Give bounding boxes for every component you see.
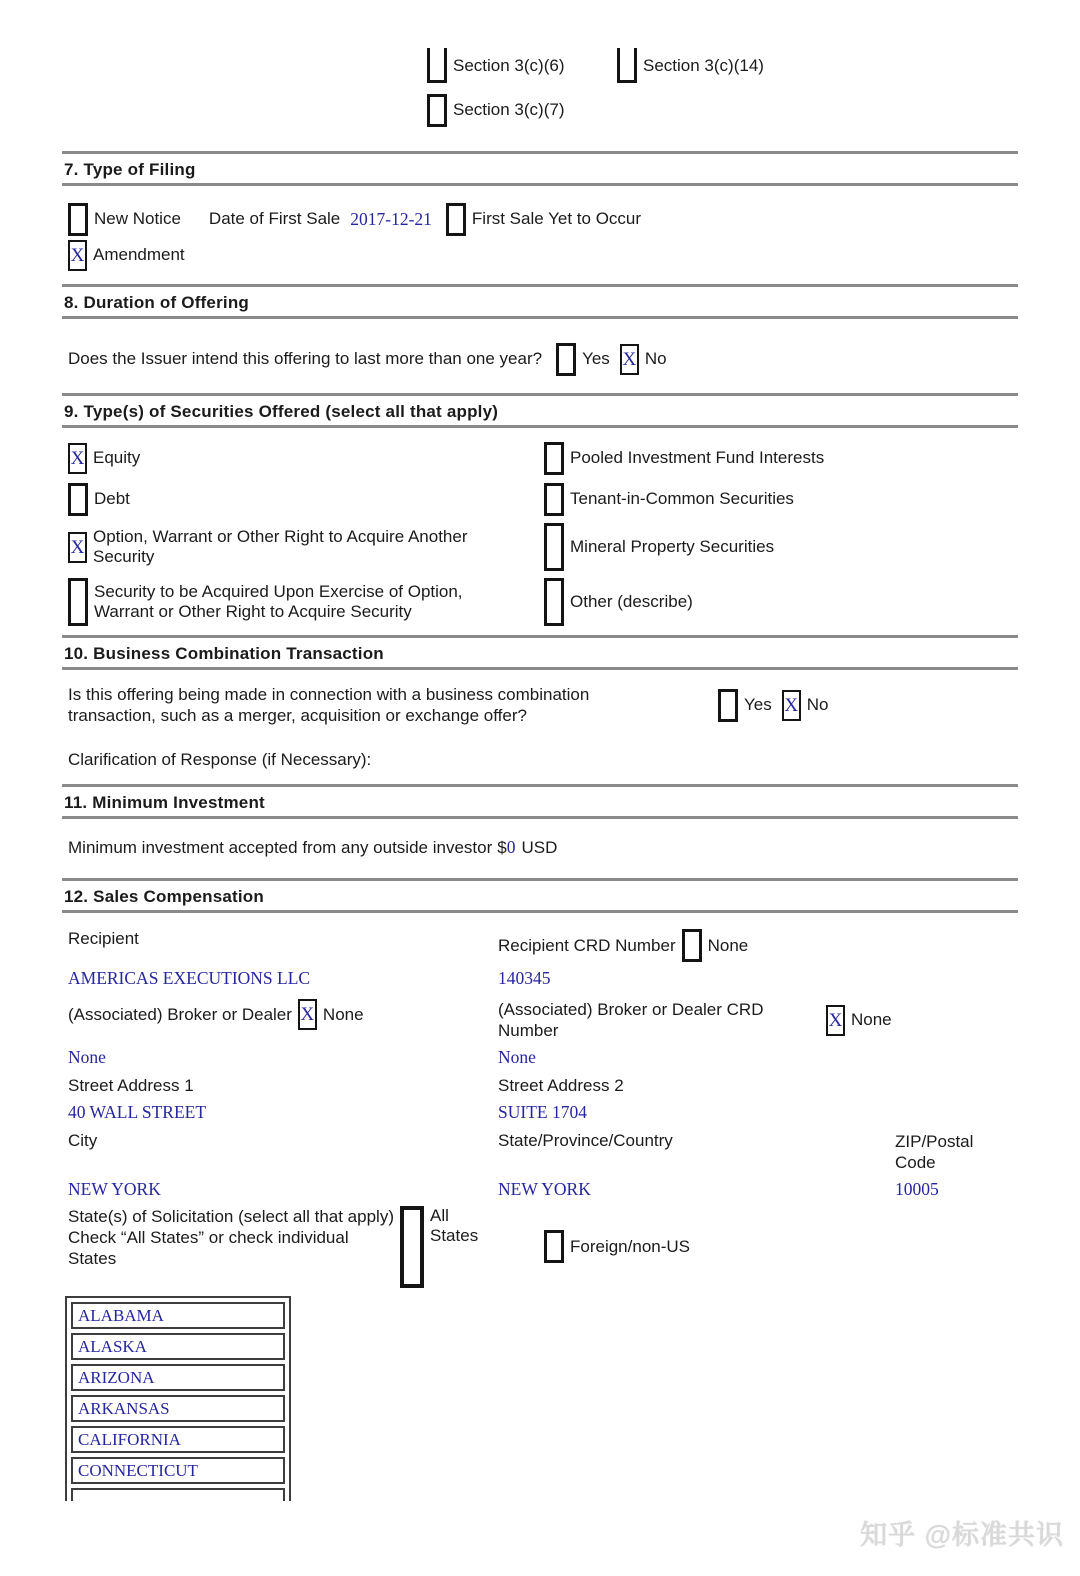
- combination-no-label: No: [806, 695, 829, 714]
- combination-yes-label: Yes: [744, 695, 772, 714]
- states-list: [65, 1296, 291, 1501]
- acquired-checkbox[interactable]: [68, 578, 88, 626]
- state-item: ALASKA: [71, 1333, 285, 1360]
- recipient-crd-none-checkbox[interactable]: [682, 929, 702, 962]
- tenant-checkbox[interactable]: [544, 483, 564, 516]
- date-of-first-sale-value: 2017-12-21: [350, 208, 432, 229]
- street2-label: Street Address 2: [498, 1076, 624, 1095]
- section7-header: 7. Type of Filing: [62, 151, 1018, 186]
- section3c14-checkbox[interactable]: [617, 48, 637, 83]
- street2-value: SUITE 1704: [498, 1102, 587, 1122]
- recipient-crd-value: 140345: [498, 968, 551, 988]
- currency-code: USD: [521, 837, 558, 857]
- state-item: CONNECTICUT: [71, 1457, 285, 1484]
- new-notice-checkbox[interactable]: [68, 203, 88, 236]
- section9-header: 9. Type(s) of Securities Offered (select all that apply): [62, 393, 1018, 428]
- equity-checkbox[interactable]: [68, 443, 87, 474]
- clarification-label: Clarification of Response (if Necessary):: [68, 750, 372, 769]
- section10-question-row: [62, 684, 1018, 726]
- new-notice-label: New Notice: [94, 209, 181, 228]
- solicitation-label: [68, 1206, 400, 1269]
- zip-value: 10005: [895, 1179, 939, 1199]
- zip-label: ZIP/Postal Code: [895, 1132, 974, 1172]
- section8-header: 8. Duration of Offering: [62, 284, 1018, 319]
- foreign-group: [544, 1230, 690, 1263]
- security-option-debt: [68, 481, 544, 517]
- equity-label: Equity: [93, 448, 141, 467]
- mineral-checkbox[interactable]: [544, 523, 564, 571]
- section12-header: 12. Sales Compensation: [62, 878, 1018, 913]
- recipient-crd-label: Recipient CRD Number: [498, 935, 676, 955]
- state-item-partial: [71, 1488, 285, 1501]
- broker-value-row: [62, 1047, 1018, 1068]
- street1-value: 40 WALL STREET: [68, 1102, 207, 1122]
- foreign-label: Foreign/non-US: [570, 1236, 691, 1256]
- minimum-investment-amount: 0: [506, 837, 516, 857]
- city-label: City: [68, 1131, 98, 1150]
- broker-none-checkbox[interactable]: [298, 999, 317, 1030]
- broker-crd-none-checkbox[interactable]: [826, 1005, 845, 1036]
- section7-row-2: [62, 238, 1018, 272]
- duration-yesno: [556, 343, 666, 376]
- amendment-label: Amendment: [93, 245, 185, 264]
- broker-none-check-mark: X: [300, 1004, 315, 1025]
- watermark: 知乎 @标准共识: [860, 1520, 1064, 1550]
- street1-label: Street Address 1: [68, 1076, 194, 1095]
- solicitation-line2: Check “All States” or check individual States: [68, 1228, 349, 1268]
- section8-question-row: [62, 341, 1018, 377]
- section3c14-label: Section 3(c)(14): [643, 55, 764, 75]
- recipient-crd-group: [498, 929, 895, 962]
- security-option-option-warrant: [68, 522, 544, 572]
- other-label: Other (describe): [570, 592, 693, 611]
- broker-row: [62, 999, 1018, 1041]
- security-option-equity: [68, 440, 544, 476]
- broker-group: [68, 999, 498, 1030]
- city-value: NEW YORK: [68, 1179, 161, 1199]
- states-list-clip: [65, 1296, 291, 1501]
- combination-no-checkbox[interactable]: [782, 690, 801, 721]
- securities-grid: [62, 440, 1018, 627]
- broker-crd-none-check-mark: X: [828, 1009, 843, 1031]
- section11-header: 11. Minimum Investment: [62, 784, 1018, 819]
- security-option-mineral: [544, 522, 1018, 572]
- section3c6-label: Section 3(c)(6): [453, 55, 565, 75]
- debt-label: Debt: [94, 489, 130, 508]
- section7-row-1: [62, 200, 1018, 238]
- security-option-other: [544, 577, 1018, 627]
- section3c6-checkbox[interactable]: [427, 48, 447, 83]
- amendment-checkbox[interactable]: [68, 240, 87, 271]
- option-warrant-check-mark: X: [70, 536, 85, 558]
- broker-crd-none-label: None: [851, 1010, 892, 1029]
- debt-checkbox[interactable]: [68, 483, 88, 516]
- currency-symbol: $: [497, 837, 507, 857]
- broker-label: (Associated) Broker or Dealer: [68, 1004, 292, 1024]
- pooled-checkbox[interactable]: [544, 442, 564, 475]
- recipient-value-row: [62, 968, 1018, 989]
- broker-crd-value: None: [498, 1047, 536, 1067]
- security-option-pooled: [544, 440, 1018, 476]
- duration-yes-checkbox[interactable]: [556, 343, 576, 376]
- state-item: ARKANSAS: [71, 1395, 285, 1422]
- combination-no-check-mark: X: [784, 694, 799, 716]
- duration-no-checkbox[interactable]: [620, 344, 639, 375]
- solicitation-line1: State(s) of Solicitation (select all that apply): [68, 1207, 394, 1226]
- first-sale-yet-checkbox[interactable]: [446, 203, 466, 236]
- recipient-label: Recipient: [68, 929, 139, 948]
- state-item: CALIFORNIA: [71, 1426, 285, 1453]
- option-warrant-label: Option, Warrant or Other Right to Acquire Another Security: [93, 527, 468, 566]
- state-label: State/Province/Country: [498, 1131, 673, 1150]
- broker-crd-group: [498, 999, 895, 1041]
- combination-question: Is this offering being made in connection with a business combination transaction, such as a merger, acquisition or exchange offer?: [68, 685, 590, 725]
- section3c6-option: [427, 48, 617, 83]
- pooled-label: Pooled Investment Fund Interests: [570, 448, 825, 467]
- all-states-checkbox[interactable]: [400, 1206, 424, 1288]
- foreign-checkbox[interactable]: [544, 1230, 564, 1263]
- equity-check-mark: X: [70, 447, 85, 469]
- section3c-block: [427, 48, 1018, 128]
- security-option-tenant: [544, 481, 1018, 517]
- date-of-first-sale-label: Date of First Sale: [208, 209, 341, 228]
- solicitation-row: [62, 1206, 1018, 1288]
- section3c7-label: Section 3(c)(7): [453, 100, 565, 119]
- broker-none-label: None: [322, 1004, 364, 1024]
- street-label-row: [62, 1076, 1018, 1096]
- state-value: NEW YORK: [498, 1179, 591, 1199]
- all-states-label: All States: [430, 1206, 479, 1245]
- recipient-crd-none-label: None: [707, 935, 749, 955]
- section10-header: 10. Business Combination Transaction: [62, 635, 1018, 670]
- duration-no-check-mark: X: [622, 348, 637, 370]
- amendment-check-mark: X: [70, 244, 85, 266]
- form-d-page: [0, 48, 1080, 1501]
- minimum-investment-row: [62, 837, 1018, 858]
- acquired-label: Security to be Acquired Upon Exercise of Option, Warrant or Other Right to Acquire Security: [94, 582, 463, 621]
- recipient-label-row: [62, 929, 1018, 962]
- state-item: ALABAMA: [71, 1302, 285, 1329]
- city-label-row: [62, 1131, 1018, 1173]
- city-value-row: [62, 1179, 1018, 1200]
- other-checkbox[interactable]: [544, 578, 564, 626]
- minimum-investment-text: Minimum investment accepted from any outside investor: [68, 837, 493, 857]
- mineral-label: Mineral Property Securities: [570, 537, 775, 556]
- tenant-label: Tenant-in-Common Securities: [570, 489, 794, 508]
- duration-yes-label: Yes: [582, 349, 610, 368]
- section3c-row-2: [427, 92, 1018, 128]
- option-warrant-checkbox[interactable]: [68, 532, 87, 563]
- first-sale-yet-label: First Sale Yet to Occur: [471, 209, 642, 228]
- combination-yes-checkbox[interactable]: [718, 689, 738, 722]
- recipient-value: AMERICAS EXECUTIONS LLC: [68, 968, 311, 988]
- state-item: ARIZONA: [71, 1364, 285, 1391]
- broker-crd-label: (Associated) Broker or Dealer CRD Number: [498, 1000, 764, 1040]
- section3c7-checkbox[interactable]: [427, 94, 447, 127]
- section3c-row-1: [427, 48, 1018, 83]
- broker-value: None: [68, 1047, 106, 1067]
- combination-yesno: [718, 689, 828, 722]
- duration-question: Does the Issuer intend this offering to last more than one year?: [68, 349, 543, 368]
- section3c7-option: [427, 94, 564, 127]
- section3c14-option: [617, 48, 764, 83]
- security-option-acquired: [68, 577, 544, 627]
- street-value-row: [62, 1102, 1018, 1123]
- duration-no-label: No: [644, 349, 667, 368]
